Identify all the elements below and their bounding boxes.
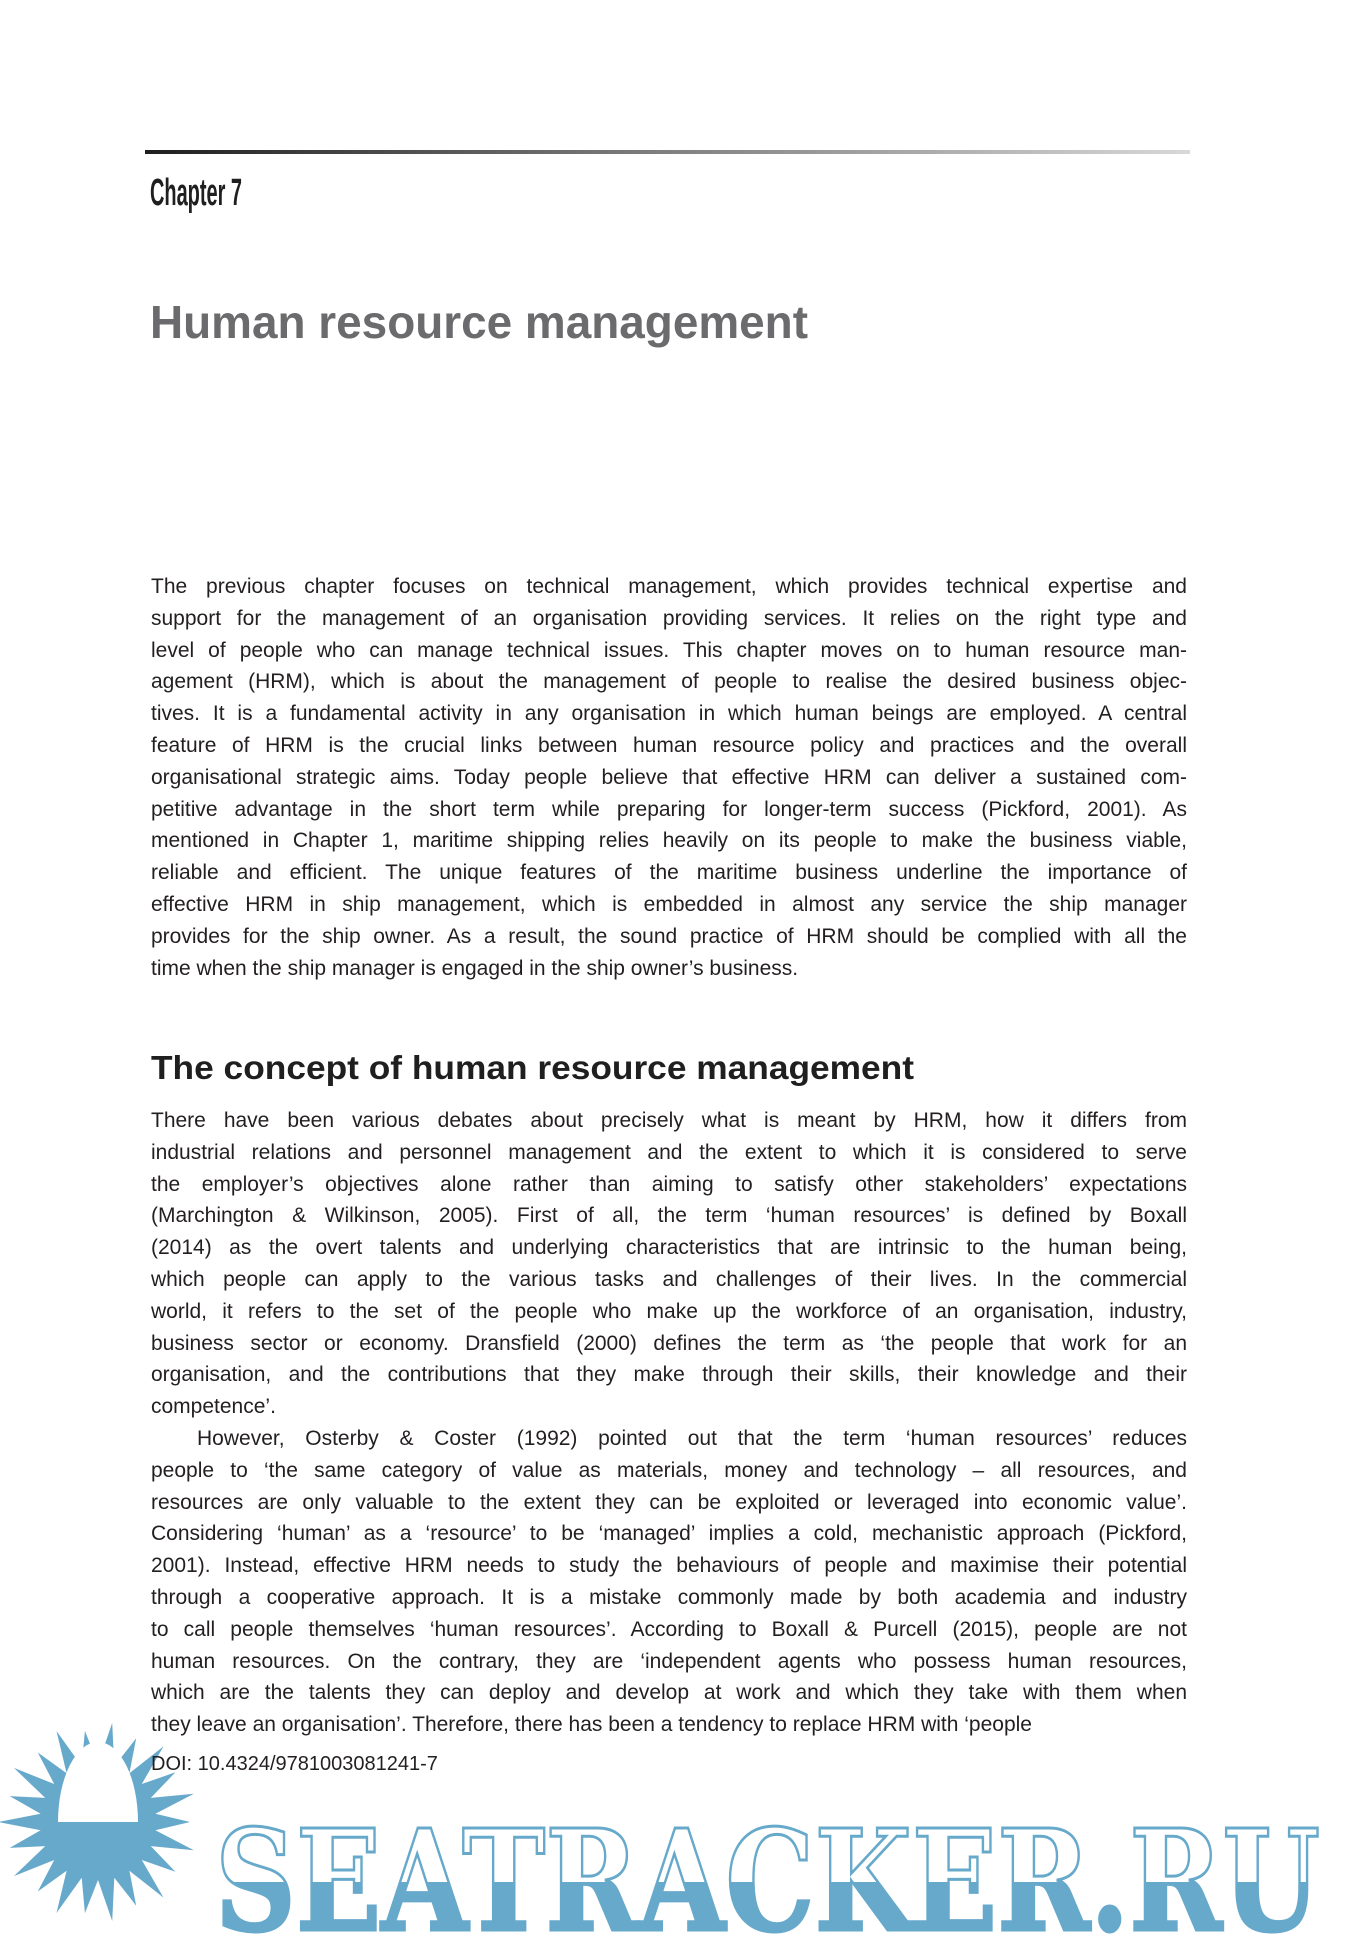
text-line: level of people who can manage technical issues. This chapter moves on to human resource man- — [151, 638, 1187, 662]
text-line: support for the management of an organisation providing services. It relies on the right type and — [151, 606, 1187, 630]
text-line: business sector or economy. Dransfield (2000) defines the term as ‘the people that work for an — [151, 1331, 1187, 1355]
text-line: time when the ship manager is engaged in the ship owner’s business. — [151, 956, 799, 980]
text-line: Considering ‘human’ as a ‘resource’ to be ‘managed’ implies a cold, mechanistic approach (Pickford, — [151, 1522, 1187, 1546]
section-paragraph — [151, 1105, 1187, 1741]
text-line: to call people themselves ‘human resources’. According to Boxall & Purcell (2015), people are not — [151, 1617, 1187, 1641]
text-line: which are the talents they can deploy and develop at work and which they take with them when — [151, 1681, 1187, 1705]
text-line: the employer’s objectives alone rather than aiming to satisfy other stakeholders’ expectations — [151, 1172, 1187, 1196]
text-line: effective HRM in ship management, which is embedded in almost any service the ship manager — [151, 892, 1187, 916]
watermark — [0, 1700, 1351, 1938]
text-line: organisational strategic aims. Today people believe that effective HRM can deliver a sustained com- — [151, 765, 1187, 789]
text-line: people to ‘the same category of value as materials, money and technology – all resources, and — [151, 1458, 1187, 1482]
text-line: competence’. — [151, 1395, 276, 1419]
section-heading: The concept of human resource management — [151, 1049, 914, 1086]
text-line: (2014) as the overt talents and underlying characteristics that are intrinsic to the human being, — [151, 1236, 1187, 1260]
watermark-text: SEATRACKER.RU — [215, 1800, 1320, 1938]
chapter-label: Chapter 7 — [150, 172, 242, 214]
chapter-rule — [145, 150, 1190, 154]
text-line: However, Osterby & Coster (1992) pointed out that the term ‘human resources’ reduces — [197, 1426, 1187, 1450]
text-line: There have been various debates about precisely what is meant by HRM, how it differs from — [151, 1109, 1187, 1132]
text-line: organisation, and the contributions that they make through their skills, their knowledge and their — [151, 1363, 1187, 1387]
text-line: feature of HRM is the crucial links between human resource policy and practices and the overall — [151, 733, 1187, 757]
text-line: agement (HRM), which is about the management of people to realise the desired business objec- — [151, 670, 1187, 694]
text-line: (Marchington & Wilkinson, 2005). First of all, the term ‘human resources’ is defined by Boxall — [151, 1204, 1187, 1228]
text-line: provides for the ship owner. As a result, the sound practice of HRM should be complied with all the — [151, 924, 1187, 948]
text-line: world, it refers to the set of the people who make up the workforce of an organisation, industry, — [151, 1299, 1187, 1323]
text-line: they leave an organisation’. Therefore, there has been a tendency to replace HRM with ‘people — [151, 1713, 1032, 1737]
text-line: reliable and efficient. The unique features of the maritime business underline the importance of — [151, 861, 1187, 885]
text-line: petitive advantage in the short term while preparing for longer-term success (Pickford, 2001). As — [151, 797, 1187, 821]
text-line: resources are only valuable to the extent they can be exploited or leveraged into economic value’. — [151, 1490, 1187, 1514]
chapter-title: Human resource management — [150, 296, 808, 348]
text-line: which people can apply to the various tasks and challenges of their lives. In the commercial — [151, 1267, 1187, 1291]
text-line: tives. It is a fundamental activity in any organisation in which human beings are employed. A central — [151, 702, 1187, 726]
text-line: mentioned in Chapter 1, maritime shipping relies heavily on its people to make the business viable, — [151, 829, 1187, 853]
text-line: human resources. On the contrary, they are ‘independent agents who possess human resources, — [151, 1649, 1187, 1673]
text-line: industrial relations and personnel management and the extent to which it is considered to serve — [151, 1140, 1187, 1164]
text-line: The previous chapter focuses on technical management, which provides technical expertise and — [151, 575, 1187, 598]
text-line: through a cooperative approach. It is a mistake commonly made by both academia and industry — [151, 1585, 1187, 1609]
text-line: 2001). Instead, effective HRM needs to study the behaviours of people and maximise their potential — [151, 1554, 1187, 1578]
intro-paragraph — [151, 571, 1187, 984]
doi-text: DOI: 10.4324/9781003081241-7 — [151, 1753, 438, 1775]
